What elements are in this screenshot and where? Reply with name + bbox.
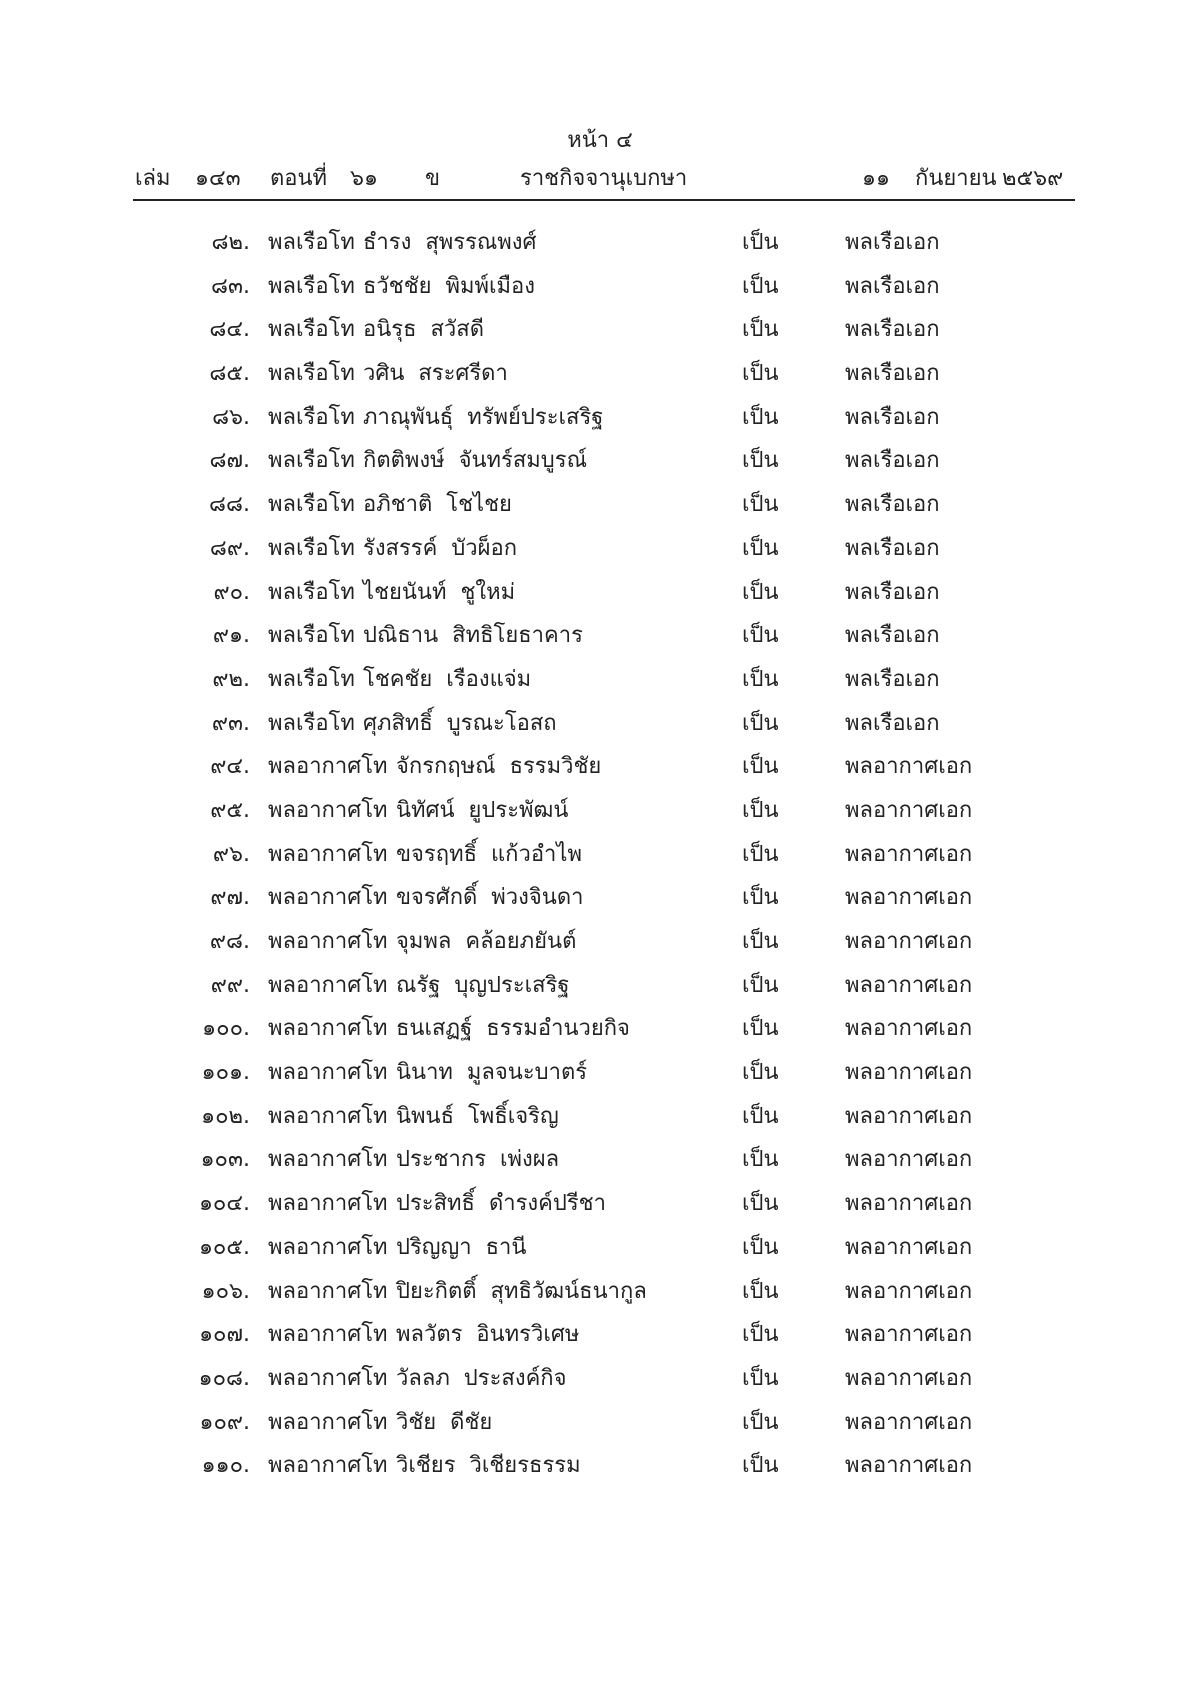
- entry-new-rank: พลอากาศเอก: [845, 929, 973, 954]
- entry-person-name: ธำรง สุพรรณพงศ์: [363, 230, 537, 255]
- header-divider: [133, 199, 1075, 201]
- entry-person-name: ณรัฐ บุญประเสริฐ: [396, 972, 570, 998]
- entry-person-name: ปิยะกิตติ์ สุทธิวัฒน์ธนากูล: [396, 1278, 647, 1304]
- entry-new-rank: พลเรือเอก: [845, 404, 940, 430]
- entry-number: ๑๐๓.: [200, 1147, 250, 1173]
- issue-label: ตอนที่: [270, 166, 328, 191]
- entry-as-word: เป็น: [742, 1191, 779, 1217]
- entry-person-name: อภิชาติ โชไชย: [363, 492, 512, 518]
- entry-as-word: เป็น: [742, 1322, 779, 1348]
- entry-new-rank: พลอากาศเอก: [845, 754, 973, 780]
- entry-person-name: กิตติพงษ์ จันทร์สมบูรณ์: [363, 448, 587, 474]
- list-item: [0, 272, 1200, 316]
- entry-person-name: โชคชัย เรืองแจ่ม: [363, 666, 532, 692]
- entry-as-word: เป็น: [742, 754, 779, 780]
- entry-as-word: เป็น: [742, 448, 779, 474]
- entry-person-name: ขจรฤทธิ์ แก้วอำไพ: [396, 841, 582, 867]
- list-item: [0, 1408, 1200, 1452]
- gazette-name: ราชกิจจานุเบกษา: [520, 166, 688, 191]
- entry-person-name: ภาณุพันธุ์ ทรัพย์ประเสริฐ: [363, 404, 604, 430]
- entry-number: ๘๔.: [209, 317, 250, 343]
- list-item: [0, 796, 1200, 840]
- list-item: [0, 403, 1200, 447]
- entry-current-rank: พลอากาศโท: [268, 797, 388, 823]
- entry-as-word: เป็น: [742, 1365, 779, 1391]
- entry-new-rank: พลอากาศเอก: [845, 1016, 973, 1042]
- entry-new-rank: พลอากาศเอก: [845, 841, 973, 867]
- promotion-list: [0, 228, 1200, 1495]
- entry-new-rank: พลอากาศเอก: [845, 1322, 973, 1348]
- entry-number: ๑๐๕.: [198, 1234, 250, 1260]
- entry-current-rank: พลอากาศโท: [268, 1016, 388, 1042]
- entry-as-word: เป็น: [742, 1453, 779, 1479]
- entry-new-rank: พลเรือเอก: [845, 710, 940, 736]
- entry-number: ๙๑.: [212, 623, 250, 649]
- entry-new-rank: พลอากาศเอก: [845, 1103, 973, 1129]
- entry-number: ๑๐๒.: [201, 1103, 250, 1129]
- entry-as-word: เป็น: [742, 623, 779, 649]
- entry-current-rank: พลอากาศโท: [268, 972, 388, 998]
- entry-as-word: เป็น: [742, 492, 779, 518]
- list-item: [0, 446, 1200, 490]
- entry-new-rank: พลเรือเอก: [845, 317, 940, 343]
- entry-person-name: ศุภสิทธิ์ บูรณะโอสถ: [363, 710, 557, 736]
- entry-current-rank: พลเรือโท: [268, 492, 355, 518]
- entry-current-rank: พลอากาศโท: [268, 1234, 388, 1260]
- entry-as-word: เป็น: [742, 230, 779, 255]
- entry-person-name: ขจรศักดิ์ พ่วงจินดา: [396, 885, 584, 911]
- entry-person-name: นินาท มูลจนะบาตร์: [396, 1060, 588, 1086]
- entry-current-rank: พลอากาศโท: [268, 1147, 388, 1173]
- list-item: [0, 883, 1200, 927]
- entry-person-name: ธวัชชัย พิมพ์เมือง: [363, 273, 536, 299]
- entry-as-word: เป็น: [742, 1278, 779, 1304]
- entry-current-rank: พลเรือโท: [268, 710, 355, 736]
- section-letter: ข: [425, 166, 441, 191]
- entry-new-rank: พลอากาศเอก: [845, 1060, 973, 1086]
- entry-new-rank: พลเรือเอก: [845, 448, 940, 474]
- entry-person-name: ธนเสฏฐ์ ธรรมอำนวยกิจ: [396, 1016, 630, 1042]
- entry-number: ๙๐.: [213, 579, 250, 605]
- entry-as-word: เป็น: [742, 361, 779, 387]
- entry-current-rank: พลเรือโท: [268, 448, 355, 474]
- entry-as-word: เป็น: [742, 797, 779, 823]
- entry-new-rank: พลเรือเอก: [845, 230, 940, 255]
- entry-number: ๘๖.: [212, 404, 250, 430]
- entry-current-rank: พลอากาศโท: [268, 1453, 388, 1479]
- entry-as-word: เป็น: [742, 710, 779, 736]
- list-item: [0, 1364, 1200, 1408]
- list-item: [0, 927, 1200, 971]
- entry-number: ๙๙.: [210, 972, 250, 998]
- entry-new-rank: พลอากาศเอก: [845, 1365, 973, 1391]
- entry-new-rank: พลเรือเอก: [845, 666, 940, 692]
- list-item: [0, 228, 1200, 272]
- entry-current-rank: พลเรือโท: [268, 404, 355, 430]
- page-number: หน้า ๔: [567, 128, 633, 153]
- list-item: [0, 1320, 1200, 1364]
- entry-current-rank: พลเรือโท: [268, 666, 355, 692]
- list-item: [0, 1277, 1200, 1321]
- entry-number: ๙๕.: [210, 797, 250, 823]
- entry-person-name: วิเชียร วิเชียรธรรม: [396, 1453, 581, 1479]
- entry-number: ๑๐๔.: [198, 1191, 250, 1217]
- entry-current-rank: พลเรือโท: [268, 623, 355, 649]
- entry-new-rank: พลอากาศเอก: [845, 1147, 973, 1173]
- list-item: [0, 665, 1200, 709]
- entry-number: ๘๘.: [209, 492, 250, 518]
- entry-number: ๘๕.: [209, 361, 250, 387]
- list-item: [0, 490, 1200, 534]
- entry-number: ๙๗.: [210, 885, 250, 911]
- entry-person-name: อนิรุธ สวัสดี: [363, 317, 484, 343]
- entry-new-rank: พลเรือเอก: [845, 623, 940, 649]
- entry-new-rank: พลอากาศเอก: [845, 1191, 973, 1217]
- entry-person-name: นิทัศน์ ยูประพัฒน์: [396, 797, 569, 823]
- entry-new-rank: พลอากาศเอก: [845, 1278, 973, 1304]
- entry-person-name: วศิน สระศรีดา: [363, 361, 508, 387]
- entry-new-rank: พลอากาศเอก: [845, 797, 973, 823]
- entry-number: ๙๘.: [209, 929, 250, 954]
- entry-as-word: เป็น: [742, 535, 779, 561]
- list-item: [0, 1189, 1200, 1233]
- entry-current-rank: พลอากาศโท: [268, 1103, 388, 1129]
- entry-as-word: เป็น: [742, 1234, 779, 1260]
- entry-current-rank: พลอากาศโท: [268, 1322, 388, 1348]
- list-item: [0, 1145, 1200, 1189]
- entry-new-rank: พลเรือเอก: [845, 535, 940, 561]
- entry-as-word: เป็น: [742, 579, 779, 605]
- entry-new-rank: พลเรือเอก: [845, 273, 940, 299]
- entry-person-name: จุมพล คล้อยภยันต์: [396, 929, 577, 954]
- entry-new-rank: พลเรือเอก: [845, 579, 940, 605]
- entry-new-rank: พลอากาศเอก: [845, 1453, 973, 1479]
- entry-current-rank: พลเรือโท: [268, 535, 355, 561]
- entry-as-word: เป็น: [742, 1103, 779, 1129]
- date-day: ๑๑: [862, 166, 890, 191]
- entry-number: ๘๙.: [209, 535, 250, 561]
- list-item: [0, 709, 1200, 753]
- entry-person-name: พลวัตร อินทรวิเศษ: [396, 1322, 580, 1348]
- entry-number: ๙๒.: [212, 666, 250, 692]
- entry-new-rank: พลเรือเอก: [845, 361, 940, 387]
- entry-current-rank: พลอากาศโท: [268, 1191, 388, 1217]
- list-item: [0, 840, 1200, 884]
- entry-person-name: ไชยนันท์ ชูใหม่: [363, 579, 516, 605]
- entry-number: ๑๐๗.: [199, 1322, 250, 1348]
- entry-number: ๑๐๖.: [201, 1278, 250, 1304]
- entry-as-word: เป็น: [742, 841, 779, 867]
- entry-number: ๑๐๙.: [199, 1409, 250, 1435]
- entry-current-rank: พลอากาศโท: [268, 1278, 388, 1304]
- entry-current-rank: พลอากาศโท: [268, 885, 388, 911]
- entry-current-rank: พลเรือโท: [268, 579, 355, 605]
- list-item: [0, 359, 1200, 403]
- entry-number: ๑๐๘.: [198, 1365, 250, 1391]
- entry-new-rank: พลอากาศเอก: [845, 1234, 973, 1260]
- entry-number: ๘๗.: [209, 448, 250, 474]
- entry-new-rank: พลเรือเอก: [845, 492, 940, 518]
- date-month: กันยายน: [915, 166, 997, 191]
- date-year: ๒๕๖๙: [1002, 166, 1064, 191]
- entry-number: ๑๐๑.: [201, 1060, 250, 1086]
- entry-current-rank: พลอากาศโท: [268, 754, 388, 780]
- entry-current-rank: พลอากาศโท: [268, 1365, 388, 1391]
- list-item: [0, 1451, 1200, 1495]
- entry-current-rank: พลเรือโท: [268, 317, 355, 343]
- entry-current-rank: พลอากาศโท: [268, 841, 388, 867]
- entry-person-name: ปณิธาน สิทธิโยธาคาร: [363, 623, 583, 649]
- list-item: [0, 1102, 1200, 1146]
- entry-person-name: ประชากร เพ่งผล: [396, 1147, 560, 1173]
- volume-number: ๑๔๓: [195, 166, 241, 191]
- list-item: [0, 315, 1200, 359]
- entry-as-word: เป็น: [742, 929, 779, 954]
- entry-as-word: เป็น: [742, 1060, 779, 1086]
- entry-person-name: วิชัย ดีชัย: [396, 1409, 493, 1435]
- entry-current-rank: พลเรือโท: [268, 273, 355, 299]
- entry-new-rank: พลอากาศเอก: [845, 1409, 973, 1435]
- entry-person-name: ปริญญา ธานี: [396, 1234, 527, 1260]
- entry-as-word: เป็น: [742, 404, 779, 430]
- list-item: [0, 1014, 1200, 1058]
- issue-number: ๖๑: [350, 166, 378, 191]
- list-item: [0, 621, 1200, 665]
- list-item: [0, 752, 1200, 796]
- entry-number: ๘๒.: [211, 230, 250, 255]
- entry-as-word: เป็น: [742, 1409, 779, 1435]
- entry-as-word: เป็น: [742, 885, 779, 911]
- entry-current-rank: พลอากาศโท: [268, 929, 388, 954]
- entry-current-rank: พลเรือโท: [268, 361, 355, 387]
- list-item: [0, 578, 1200, 622]
- entry-new-rank: พลอากาศเอก: [845, 972, 973, 998]
- entry-as-word: เป็น: [742, 1147, 779, 1173]
- entry-number: ๘๓.: [210, 273, 250, 299]
- entry-current-rank: พลอากาศโท: [268, 1060, 388, 1086]
- entry-number: ๑๐๐.: [202, 1016, 250, 1042]
- entry-number: ๑๑๐.: [201, 1453, 250, 1479]
- volume-label: เล่ม: [135, 166, 171, 191]
- entry-number: ๙๖.: [212, 841, 250, 867]
- list-item: [0, 534, 1200, 578]
- entry-person-name: ประสิทธิ์ ดำรงค์ปรีชา: [396, 1191, 606, 1217]
- entry-as-word: เป็น: [742, 317, 779, 343]
- list-item: [0, 971, 1200, 1015]
- entry-person-name: นิพนธ์ โพธิ์เจริญ: [396, 1103, 559, 1129]
- gazette-header: [135, 164, 1075, 198]
- entry-number: ๙๔.: [210, 754, 250, 780]
- entry-as-word: เป็น: [742, 1016, 779, 1042]
- entry-person-name: รังสรรค์ บัวผ็อก: [363, 535, 518, 561]
- list-item: [0, 1233, 1200, 1277]
- entry-as-word: เป็น: [742, 273, 779, 299]
- entry-person-name: จักรกฤษณ์ ธรรมวิชัย: [396, 754, 602, 780]
- entry-number: ๙๓.: [211, 710, 250, 736]
- entry-as-word: เป็น: [742, 972, 779, 998]
- entry-person-name: วัลลภ ประสงค์กิจ: [396, 1365, 567, 1391]
- entry-as-word: เป็น: [742, 666, 779, 692]
- entry-current-rank: พลเรือโท: [268, 230, 355, 255]
- entry-new-rank: พลอากาศเอก: [845, 885, 973, 911]
- entry-current-rank: พลอากาศโท: [268, 1409, 388, 1435]
- list-item: [0, 1058, 1200, 1102]
